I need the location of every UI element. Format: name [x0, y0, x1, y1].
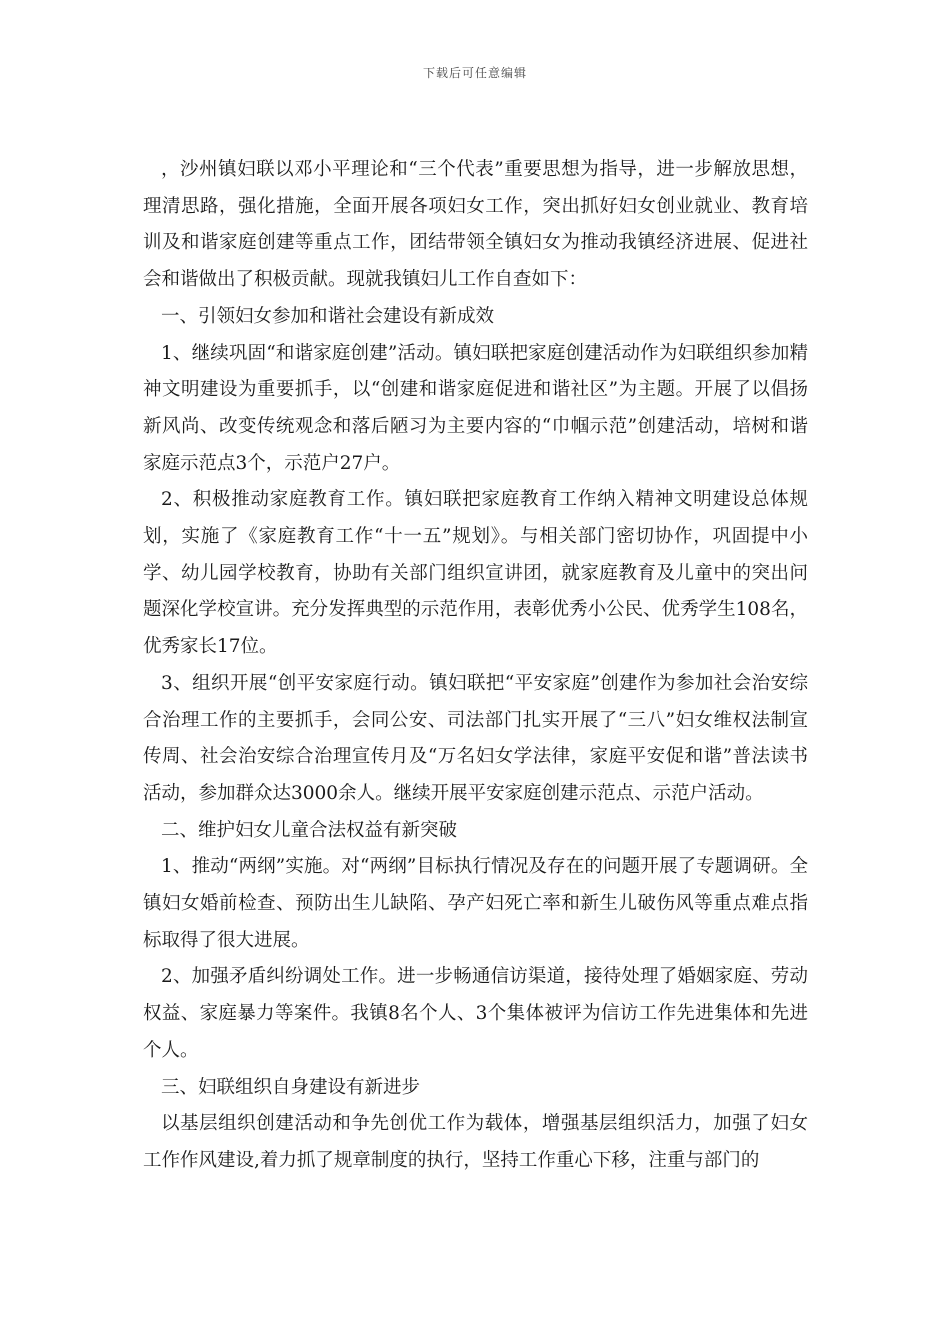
intro-paragraph: ，沙州镇妇联以邓小平理论和“三个代表”重要思想为指导，进一步解放思想，理清思路，强化措施，全面开展各项妇女工作，突出抓好妇女创业就业、教育培训及和谐家庭创建等重点工作，团结带领全镇妇女为推动我镇经济进展、促进社会和谐做出了积极贡献。现就我镇妇儿工作自查如下：: [143, 159, 808, 291]
paragraph-1-2: 2、积极推动家庭教育工作。镇妇联把家庭教育工作纳入精神文明建设总体规划，实施了《家庭教育工作“十一五”规划》。与相关部门密切协作，巩固提中小学、幼儿园学校教育，协助有关部门组织宣讲团，就家庭教育及儿童中的突出问题深化学校宣讲。充分发挥典型的示范作用，表彰优秀小公民、优秀学生108名，优秀家长17位。: [143, 489, 808, 658]
section-heading-1: 一、引领妇女参加和谐社会建设有新成效: [161, 305, 495, 327]
paragraph-1-3: 3、组织开展“创平安家庭行动。镇妇联把“平安家庭”创建作为参加社会治安综合治理工作的主要抓手，会同公安、司法部门扎实开展了“三八”妇女维权法制宣传周、社会治安综合治理宣传月及“万名妇女学法律，家庭平安促和谐”普法读书活动，参加群众达3000余人。继续开展平安家庭创建示范点、示范户活动。: [143, 672, 808, 804]
document-body: [143, 152, 808, 1180]
section-heading-2: 二、维护妇女儿童合法权益有新突破: [161, 819, 458, 841]
paragraph-1-1: 1、继续巩固“和谐家庭创建”活动。镇妇联把家庭创建活动作为妇联组织参加精神文明建设为重要抓手，以“创建和谐家庭促进和谐社区”为主题。开展了以倡扬新风尚、改变传统观念和落后陋习为主要内容的“巾帼示范”创建活动，培树和谐家庭示范点3个，示范户27户。: [143, 342, 808, 474]
paragraph-3-1: 以基层组织创建活动和争先创优工作为载体，增强基层组织活力，加强了妇女工作作风建设,着力抓了规章制度的执行，坚持工作重心下移，注重与部门的: [143, 1113, 808, 1171]
section-heading-3: 三、妇联组织自身建设有新进步: [161, 1076, 421, 1098]
paragraph-2-2: 2、加强矛盾纠纷调处工作。进一步畅通信访渠道，接待处理了婚姻家庭、劳动权益、家庭暴力等案件。我镇8名个人、3个集体被评为信访工作先进集体和先进个人。: [143, 966, 808, 1061]
paragraph-2-1: 1、推动“两纲”实施。对“两纲”目标执行情况及存在的问题开展了专题调研。全镇妇女婚前检查、预防出生儿缺陷、孕产妇死亡率和新生儿破伤风等重点难点指标取得了很大进展。: [143, 856, 808, 951]
page-header-note: 下载后可任意编辑: [422, 66, 527, 80]
